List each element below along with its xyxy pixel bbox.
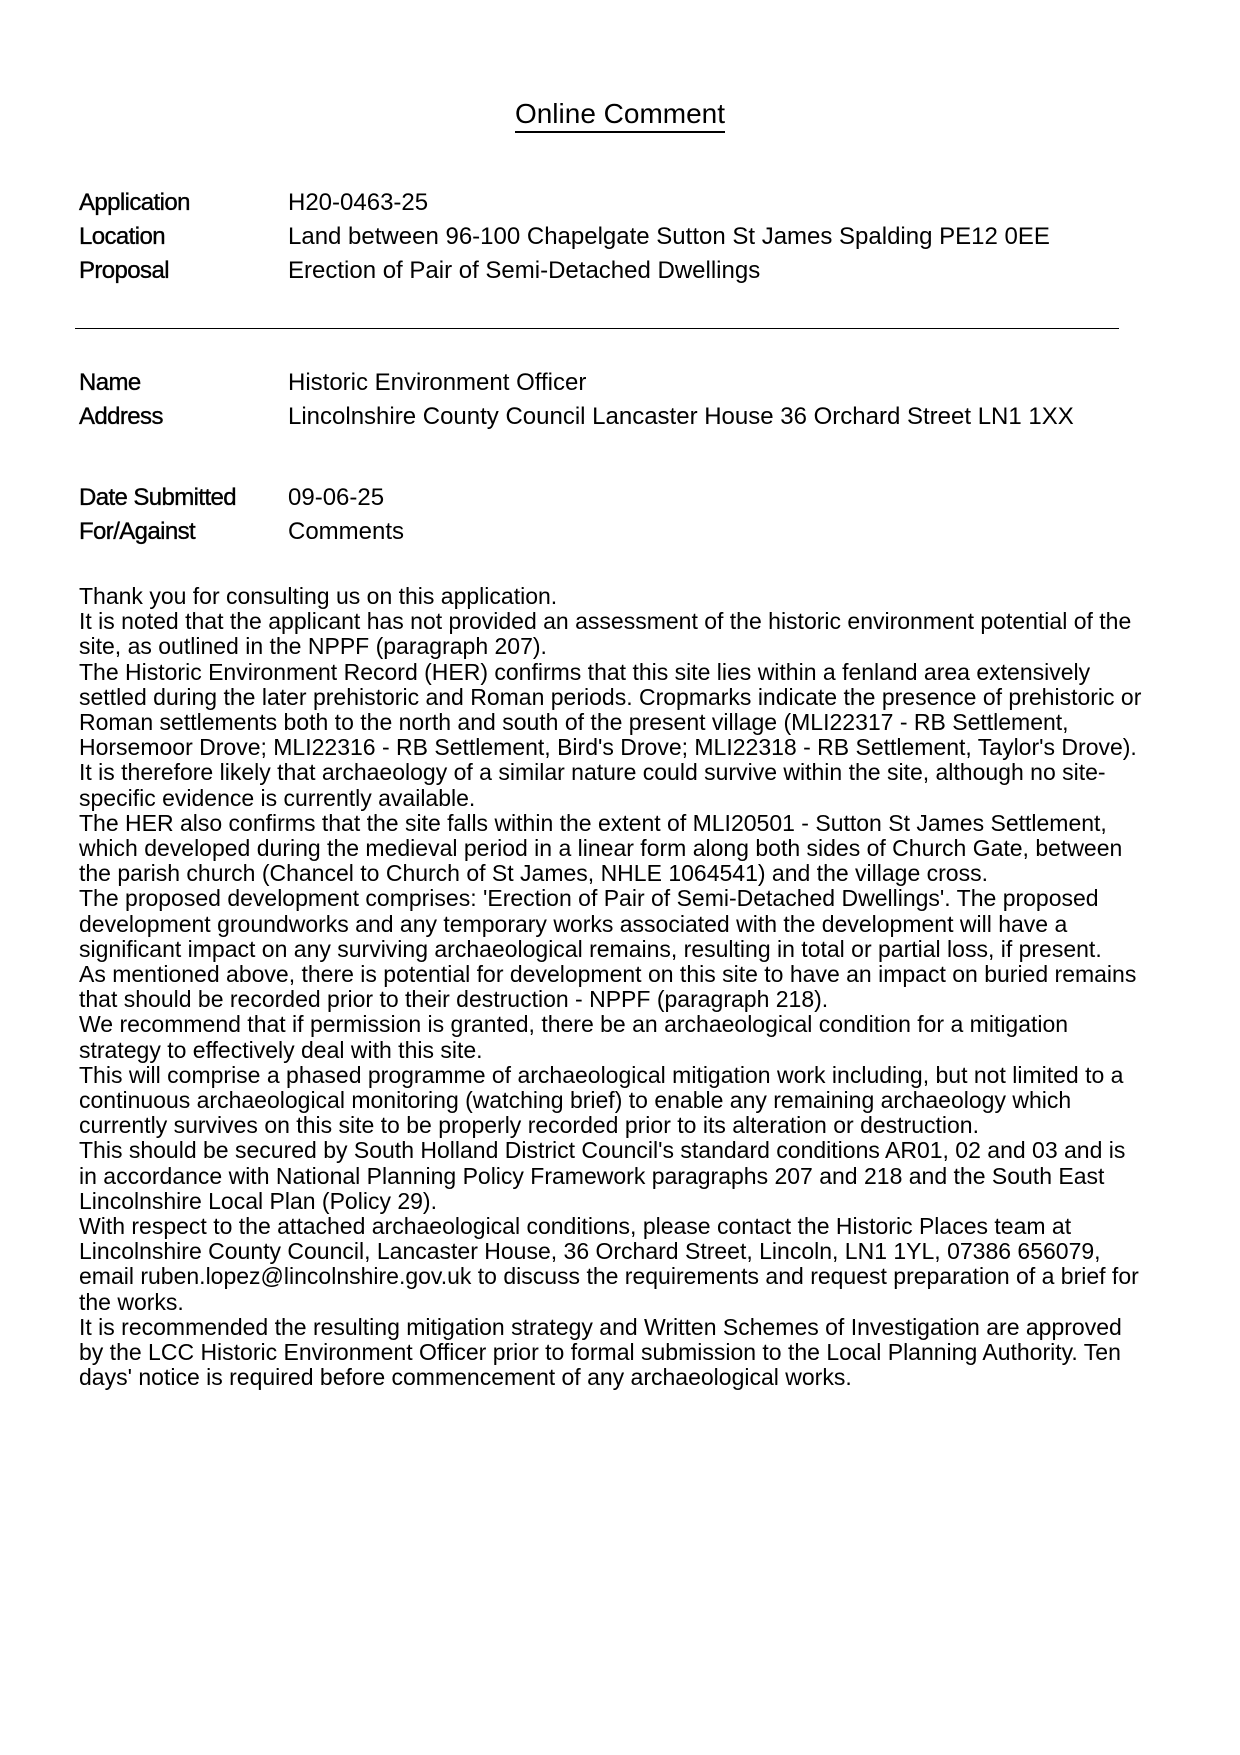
commenter-details [79,366,1139,434]
comment-paragraph: With respect to the attached archaeological conditions, please contact the Historic Places team at Lincolnshire County Council, Lancaster House, 36 Orchard Street, Lincoln, LN1 1YL, 07386 656079, email ruben.lopez@lincolnshire.gov.uk to discuss the requirements and request preparation of a brief for the works. [79,1213,1139,1315]
proposal-row [79,254,1139,288]
page-title [0,96,1240,132]
section-divider [75,328,1119,329]
application-value: H20-0463-25 [288,189,429,216]
proposal-value: Erection of Pair of Semi-Detached Dwellings [288,257,761,284]
address-value: Lincolnshire County Council Lancaster House 36 Orchard Street LN1 1XX [288,403,1074,430]
date-submitted-label: Date Submitted [79,484,237,511]
date-submitted-row [79,481,1139,515]
proposal-label: Proposal [79,257,169,284]
comment-paragraph: It is recommended the resulting mitigation strategy and Written Schemes of Investigation are approved by the LCC Historic Environment Officer prior to formal submission to the Local Planning Authority. Ten days' notice is required before commencement of any archaeological works. [79,1313,1122,1391]
comment-paragraph: The Historic Environment Record (HER) confirms that this site lies within a fenland area extensively settled during the later prehistoric and Roman periods. Cropmarks indicate the presence of prehistoric or Roman settlements both to the north and south of the present village (MLI22317 - RB Settlement, Horsemoor Drove; MLI22316 - RB Settlement, Bird's Drove; MLI22318 - RB Settlement, Taylor's Drove). It is therefore likely that archaeology of a similar nature could survive within the site, although no site-specific evidence is currently available. [79,658,1142,811]
name-label: Name [79,369,141,396]
comment-paragraph: The HER also confirms that the site falls within the extent of MLI20501 - Sutton St James Settlement, which developed during the medieval period in a linear form along both sides of Church Gate, between the parish church (Chancel to Church of St James, NHLE 1064541) and the village cross. [79,809,1123,887]
for-against-label: For/Against [79,518,196,545]
location-label: Location [79,223,165,250]
comment-paragraph: As mentioned above, there is potential for development on this site to have an impact on buried remains that should be recorded prior to their destruction - NPPF (paragraph 218). [79,961,1137,1013]
name-value: Historic Environment Officer [288,369,587,396]
comment-paragraph: Thank you for consulting us on this application. [79,583,558,609]
comment-paragraph: It is noted that the applicant has not provided an assessment of the historic environment potential of the site, as outlined in the NPPF (paragraph 207). [79,608,1132,660]
address-label: Address [79,403,163,430]
location-value: Land between 96-100 Chapelgate Sutton St James Spalding PE12 0EE [288,223,1050,250]
for-against-row [79,515,1139,549]
comment-paragraph: This should be secured by South Holland District Council's standard conditions AR01, 02 and 03 and is in accordance with National Planning Policy Framework paragraphs 207 and 218 and the South East Lincolnshire Local Plan (Policy 29). [79,1137,1126,1214]
application-details [79,186,1139,288]
location-row [79,220,1139,254]
for-against-value: Comments [288,518,405,545]
address-row [79,400,1139,434]
submission-details [79,481,1139,549]
page-title-text: Online Comment [515,98,725,133]
application-row [79,186,1139,220]
application-label: Application [79,189,190,216]
comment-paragraph: The proposed development comprises: 'Erection of Pair of Semi-Detached Dwellings'. The proposed development groundworks and any temporary works associated with the development will have a significant impact on any surviving archaeological remains, resulting in total or partial loss, if present. [79,885,1102,962]
date-submitted-value: 09-06-25 [288,484,385,511]
comment-paragraph: We recommend that if permission is granted, there be an archaeological condition for a mitigation strategy to effectively deal with this site. [79,1011,1069,1063]
name-row [79,366,1139,400]
comment-body [79,584,1144,1391]
comment-paragraph: This will comprise a phased programme of archaeological mitigation work including, but not limited to a continuous archaeological monitoring (watching brief) to enable any remaining archaeology which currently survives on this site to be properly recorded prior to its alteration or destruction. [79,1061,1124,1139]
